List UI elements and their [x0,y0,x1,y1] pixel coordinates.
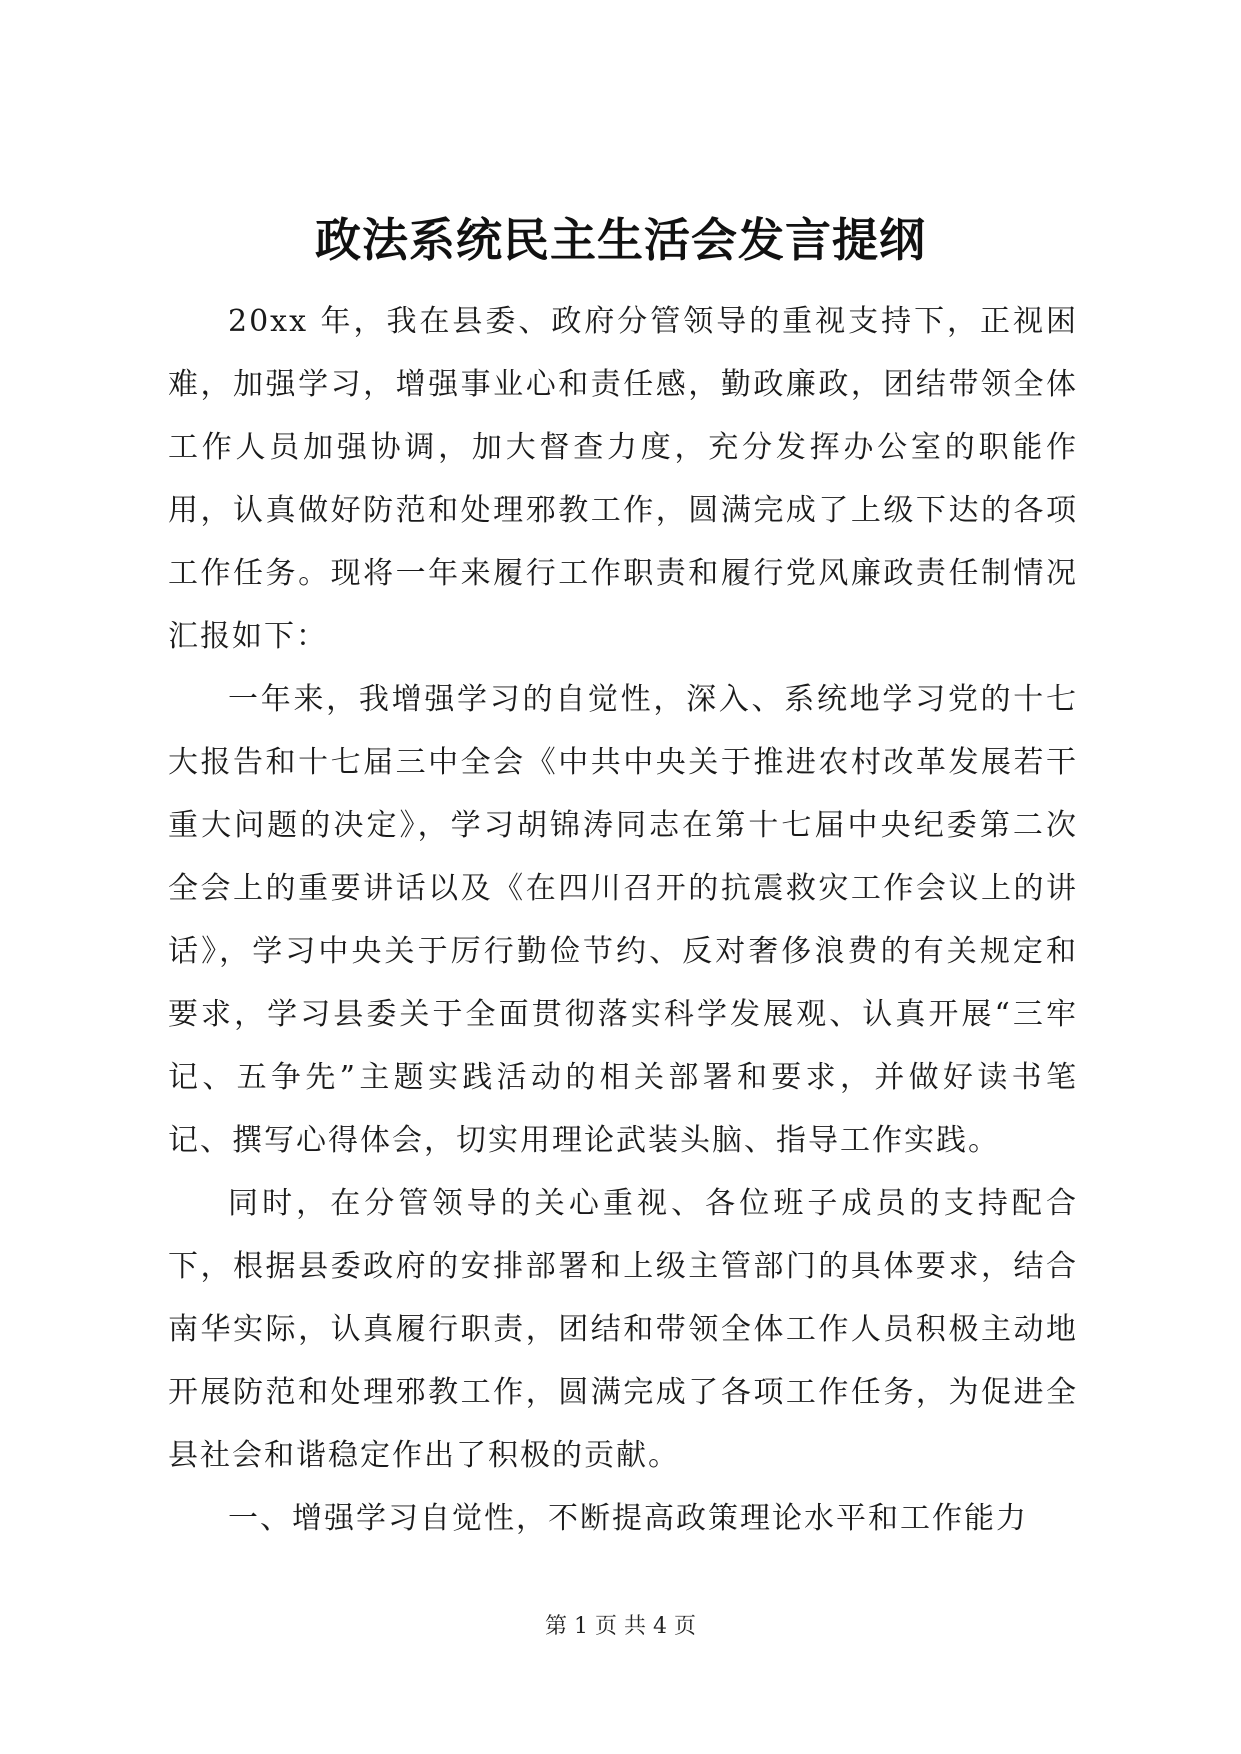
paragraph-work: 同时，在分管领导的关心重视、各位班子成员的支持配合下，根据县委政府的安排部署和上级主管部门的具体要求，结合南华实际，认真履行职责，团结和带领全体工作人员积极主动地开展防范和处理邪教工作，圆满完成了各项工作任务，为促进全县社会和谐稳定作出了积极的贡献。 [168,1186,1078,1473]
document-body [168,290,1078,1550]
page-number-footer: 第 1 页 共 4 页 [545,1614,696,1639]
paragraph-intro: 20xx 年，我在县委、政府分管领导的重视支持下，正视困难，加强学习，增强事业心和责任感，勤政廉政，团结带领全体工作人员加强协调，加大督查力度，充分发挥办公室的职能作用，认真做好防范和处理邪教工作，圆满完成了上级下达的各项工作任务。现将一年来履行工作职责和履行党风廉政责任制情况汇报如下： [168,304,1078,654]
paragraph-study: 一年来，我增强学习的自觉性，深入、系统地学习党的十七大报告和十七届三中全会《中共中央关于推进农村改革发展若干重大问题的决定》，学习胡锦涛同志在第十七届中央纪委第二次全会上的重要讲话以及《在四川召开的抗震救灾工作会议上的讲话》，学习中央关于厉行勤俭节约、反对奢侈浪费的有关规定和要求，学习县委关于全面贯彻落实科学发展观、认真开展“三牢记、五争先”主题实践活动的相关部署和要求，并做好读书笔记、撰写心得体会，切实用理论武装头脑、指导工作实践。 [168,682,1078,1158]
document-title: 政法系统民主生活会发言提纲 [315,213,926,267]
section-heading: 一、增强学习自觉性，不断提高政策理论水平和工作能力 [228,1501,1028,1536]
